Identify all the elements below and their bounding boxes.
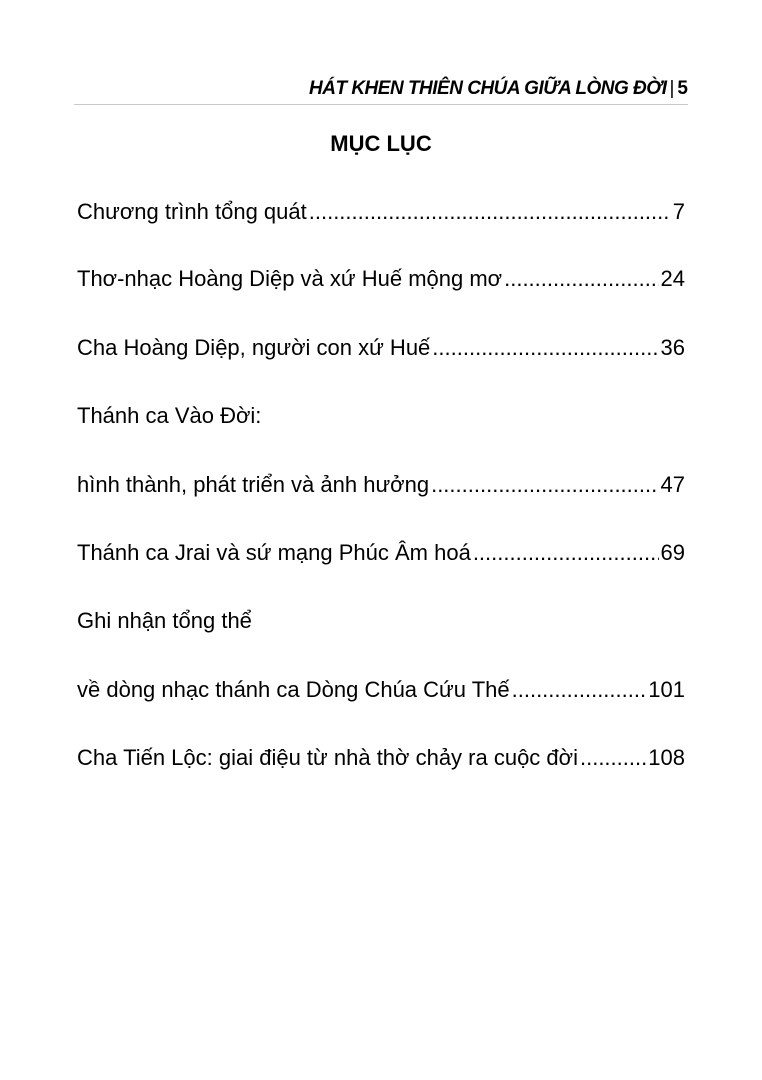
toc-entry-title-line[interactable] (77, 607, 685, 635)
page-number: 5 (677, 78, 688, 99)
toc-leader-dots (580, 744, 646, 772)
toc-entry[interactable] (77, 265, 685, 293)
toc-entry-title: Thánh ca Jrai và sứ mạng Phúc Âm hoá (77, 540, 471, 565)
toc-entry[interactable] (77, 676, 685, 704)
toc-entry-title: Cha Hoàng Diệp, người con xứ Huế (77, 335, 431, 360)
toc-entry-page: 69 (660, 540, 685, 565)
toc-entry[interactable] (77, 539, 685, 567)
toc-heading: MỤC LỤC (330, 131, 432, 156)
toc-entry-title: Thánh ca Vào Đời: (77, 403, 262, 428)
toc-entry-page: 108 (648, 745, 685, 770)
toc-entry[interactable] (77, 334, 685, 362)
running-header (74, 76, 688, 105)
toc-entry-title: về dòng nhạc thánh ca Dòng Chúa Cứu Thế (77, 677, 510, 702)
toc-entry-page: 101 (648, 677, 685, 702)
toc-entry[interactable] (77, 198, 685, 226)
toc-leader-dots (432, 334, 658, 362)
toc-leader-dots (431, 471, 658, 499)
toc-entry-title: Thơ-nhạc Hoàng Diệp và xứ Huế mộng mơ (77, 266, 503, 291)
toc-leader-dots (512, 676, 647, 704)
toc-entry-title-line[interactable] (77, 402, 685, 430)
book-title: HÁT KHEN THIÊN CHÚA GIỮA LÒNG ĐỜI (309, 78, 667, 99)
toc-entry-page: 36 (660, 335, 685, 360)
toc-entry-page: 24 (660, 266, 685, 291)
toc-entry-title: hình thành, phát triển và ảnh hưởng (77, 472, 430, 497)
toc-leader-dots (504, 265, 658, 293)
header-separator: | (669, 78, 675, 99)
toc-leader-dots (309, 198, 671, 226)
toc-entry[interactable] (77, 744, 685, 772)
toc-entry-title: Cha Tiến Lộc: giai điệu từ nhà thờ chảy ra cuộc đời (77, 745, 578, 770)
toc-entry-page: 47 (660, 472, 685, 497)
toc-entry-page: 7 (672, 199, 685, 224)
toc-entry-title: Chương trình tổng quát (77, 199, 307, 224)
toc-entry-title: Ghi nhận tổng thể (77, 608, 252, 633)
toc-entry[interactable] (77, 471, 685, 499)
toc-leader-dots (473, 539, 659, 567)
